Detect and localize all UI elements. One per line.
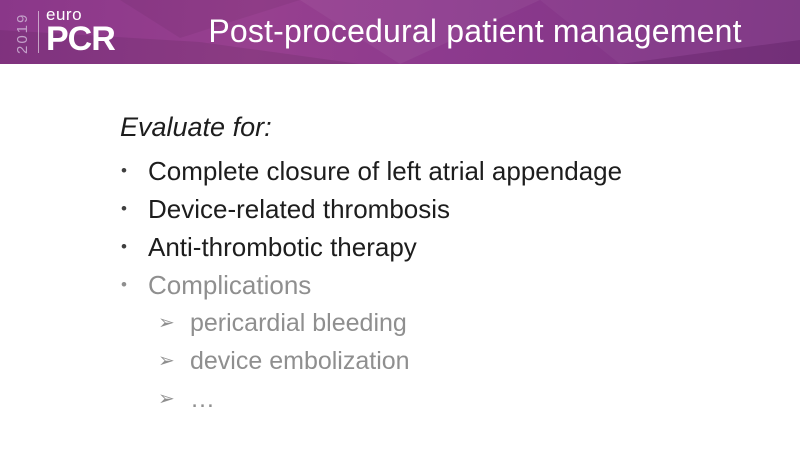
sub-bullet-list [120, 304, 760, 418]
slide-title: Post-procedural patient management [208, 12, 742, 49]
bullet-label: Complications [148, 270, 312, 300]
sub-bullet-label: pericardial bleeding [190, 309, 407, 337]
bullet-item-antithrombotic [120, 228, 760, 266]
dot-bullet-icon: • [121, 237, 127, 256]
dot-bullet-icon: • [121, 161, 127, 180]
sub-bullet-item-device-embolization [120, 342, 760, 380]
arrow-bullet-icon: ➢ [158, 350, 175, 372]
bullet-label: Complete closure of left atrial appendage [148, 156, 623, 186]
title-container [150, 0, 800, 64]
logo-year-text: 2019 [14, 12, 31, 54]
slide-body [0, 64, 800, 418]
bullet-item-device-thrombosis [120, 190, 760, 228]
logo-brand [46, 5, 115, 59]
dot-bullet-icon: • [121, 275, 127, 294]
slide-header-band [0, 0, 800, 64]
sub-bullet-label: … [190, 385, 215, 413]
logo-pcr-text: PCR [46, 20, 115, 58]
bullet-item-complications [120, 266, 760, 304]
logo-divider [38, 11, 39, 53]
sub-bullet-item-pericardial-bleeding [120, 304, 760, 342]
arrow-bullet-icon: ➢ [158, 312, 175, 334]
bullet-label: Device-related thrombosis [148, 194, 451, 224]
bullet-list [120, 152, 760, 304]
bullet-label: Anti-thrombotic therapy [148, 232, 417, 262]
evaluate-heading: Evaluate for: [120, 112, 272, 142]
dot-bullet-icon: • [121, 199, 127, 218]
bullet-item-complete-closure [120, 152, 760, 190]
arrow-bullet-icon: ➢ [158, 388, 175, 410]
europcr-logo [14, 5, 115, 59]
logo-euro-text: euro [46, 5, 83, 24]
sub-bullet-item-ellipsis [120, 380, 760, 418]
sub-bullet-label: device embolization [190, 347, 410, 375]
